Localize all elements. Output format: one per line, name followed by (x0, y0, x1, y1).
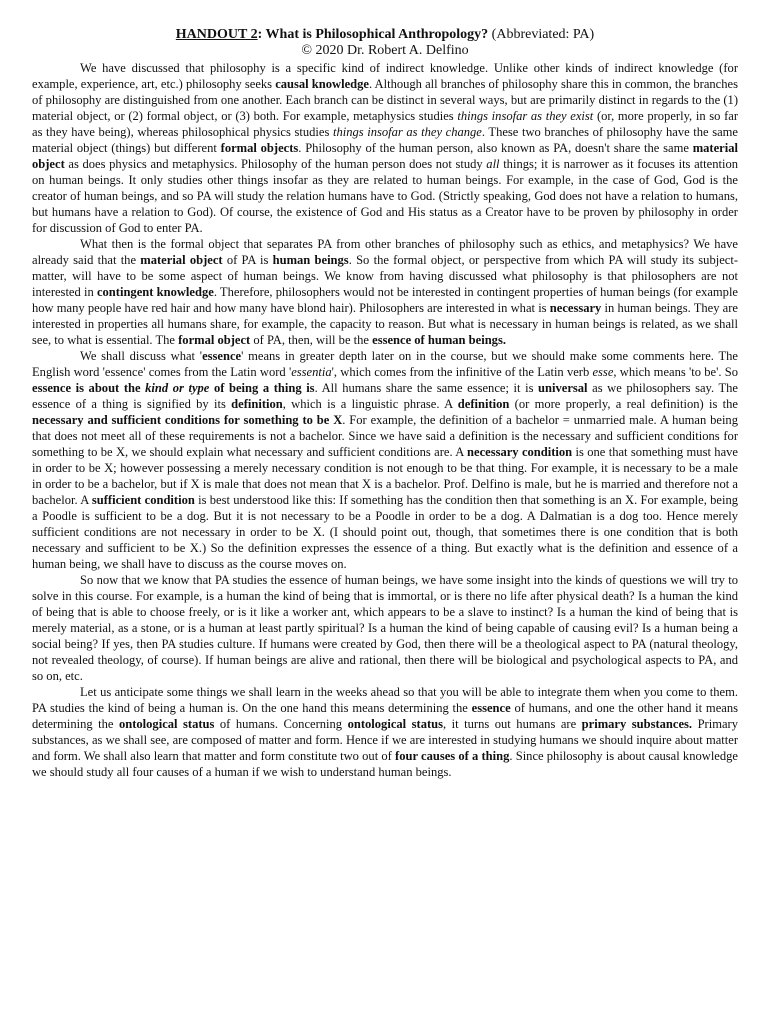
bold-term: ontological status (118, 717, 215, 731)
italic-term: things insofar as they exist (457, 109, 594, 123)
italic-term: essentia (291, 365, 332, 379)
bold-term: essence (471, 701, 511, 715)
text-run: We have discussed that philosophy is a specific kind of indirect knowledge. Unlike other kinds of indirect knowledge (for example, experience, art, etc.) philosophy seeks (32, 61, 738, 91)
text-run: We shall discuss what ' (80, 349, 203, 363)
italic-term: esse (592, 365, 614, 379)
text-run: Primary substances, as we shall see, are composed of matter and form. Hence if we are interested in studying humans we should inquire about matter and form. We shall also learn that matter and form constitute two out of (32, 717, 739, 763)
text-run: . For example, the definition of a bachelor = unmarried male. A human being that does not meet all of these requirements is not a bachelor. Since we have said a definition is the necessary and sufficient conditions for something to be X, we should explain what necessary and sufficient conditions are. A (32, 413, 738, 459)
text-run: . All humans share the same essence; it is (314, 381, 539, 395)
paragraph (32, 236, 738, 348)
text-run: is one that something must have in order to be X; however possessing a merely necessary condition is not enough to be that thing. For example, it is necessary to be a male in order to be a bachelor, but if X is male that does not mean that X is a bachelor. Prof. Delfino is male, but he is married and therefore not a bachelor. A (32, 445, 738, 507)
text-run: as we philosophers say. The essence of a thing is signified by its (32, 381, 738, 411)
handout-label-separator: : (257, 27, 266, 42)
bold-term: formal objects (220, 141, 299, 155)
bold-term: necessary (549, 301, 602, 315)
text-run: ' means in greater depth later on in the course, but we should make some comments here. The English word 'essence' comes from the Latin word ' (32, 349, 738, 379)
bold-term: material object (32, 141, 738, 171)
italic-term: things insofar as they change (332, 125, 482, 139)
handout-abbreviation: (Abbreviated: PA) (488, 27, 595, 42)
paragraph (32, 348, 738, 572)
bold-term: formal object (178, 333, 251, 347)
copyright-line: © 2020 Dr. Robert A. Delfino (301, 43, 469, 58)
bold-term: essence is about the (32, 381, 146, 395)
handout-label: HANDOUT 2 (175, 27, 258, 42)
text-run: , which means 'to be'. So (613, 365, 738, 379)
text-run: What then is the formal object that separates PA from other branches of philosophy such as ethics, and metaphysics? We have already said that the (32, 237, 738, 267)
bold-term: contingent knowledge (96, 285, 214, 299)
bold-term: sufficient condition (91, 493, 195, 507)
paragraph (32, 60, 738, 236)
bold-term: material object (140, 253, 223, 267)
italic-term: all (486, 157, 500, 171)
text-run: . So the formal object, or perspective from which PA will study its subject-matter, will have to be some aspect of human beings. We know from having discussed what philosophy is that philosophers are not interested in (32, 253, 739, 299)
handout-title: What is Philosophical Anthropology? (265, 27, 489, 42)
text-run: of humans. Concerning (214, 717, 348, 731)
bold-term: definition (457, 397, 510, 411)
bold-term: ontological status (347, 717, 444, 731)
handout-heading (32, 26, 738, 43)
text-run: as does physics and metaphysics. Philosophy of the human person does not study (64, 157, 487, 171)
bold-term: primary substances. (581, 717, 693, 731)
paragraph (32, 572, 738, 684)
body-text (32, 60, 738, 780)
bold-term: definition (231, 397, 283, 411)
text-run: So now that we know that PA studies the essence of human beings, we have some insight into the kinds of questions we will try to solve in this course. For example, is a human the kind of being that is immortal, or is there no life after physical death? Is a human the kind of being that is able to choose freely, or is it like a worker ant, which appears to be a slave to instinct? Is a human the kind of being that is merely material, as a stone, or is a human at least partly spiritual? Is a human the kind of being capable of causing evil? Is a human being a social being? If yes, then PA studies culture. If humans were created by God, then there will be a theological aspect to PA (natural theology, not revealed theology, of course). If human beings are alive and rational, then there will be biological and psychological aspects to PA, and so on, etc. (32, 573, 738, 683)
text-run: . Therefore, philosophers would not be interested in contingent properties of human beings (for example how many people have red hair and how many have blond hair). Philosophers are interested in what is (32, 285, 739, 315)
paragraph (32, 684, 738, 780)
text-run: , it turns out humans are (443, 717, 582, 731)
text-run: of humans, and one the other hand it means determining the (32, 701, 738, 731)
bold-italic-term: kind or type (145, 381, 210, 395)
bold-term: of being a thing is (209, 381, 315, 395)
text-run: is best understood like this: If something has the condition then that something is an X. For example, being a Poodle is sufficient to be a dog. But it is not necessary to be a Poodle in order to be a dog. A Dalmatian is a dog too. Hence merely sufficient conditions are not necessary in order to be X. (I should point out, though, that sometimes there is one condition that is both necessary and sufficient to be X.) So the definition expresses the essence of a thing. But exactly what is the definition and essence of a human being, we shall have to discuss as the course moves on. (32, 493, 738, 571)
text-run: Let us anticipate some things we shall learn in the weeks ahead so that you will be able to integrate them when you come to them. PA studies the kind of being a human is. On the one hand this means determining the (32, 685, 738, 715)
bold-term: essence (202, 349, 242, 363)
text-run: in human beings. They are interested in properties all humans share, for example, the capacity to reason. But what is necessary in human beings is related, as we shall see, to what is essential. The (32, 301, 738, 347)
text-run: (or, more properly, in so far as they have being), whereas philosophical physics studies (32, 109, 739, 139)
text-run: , which is a linguistic phrase. A (282, 397, 458, 411)
text-run: . Since philosophy is about causal knowledge we should study all four causes of a human if we wish to understand human beings. (32, 749, 738, 779)
text-run: things; it is narrower as it focuses its attention on human beings. It only studies other things insofar as they are related to human beings. For example, in the case of God, God is the creator of human beings, and so PA will study the relation humans have to God. (Strictly speaking, God does not have a relation to humans, but humans have a relation to God). Of course, the existence of God and His status as a Creator have to be proven by philosophy in order for discussion of God to enter PA. (32, 157, 738, 235)
text-run: ', which comes from the infinitive of the Latin verb (331, 365, 593, 379)
bold-term: universal (538, 381, 588, 395)
bold-term: necessary condition (467, 445, 573, 459)
bold-term: essence of human beings. (372, 333, 506, 347)
bold-term: necessary and sufficient conditions for something to be X (32, 413, 343, 427)
text-run: of PA is (222, 253, 273, 267)
text-run: . Although all branches of philosophy share this in common, the branches of philosophy are distinguished from one another. Each branch can be distinct in several ways, but are primarily distinct in regards to the (1) material object, or (2) formal object, or (3) both. For example, metaphysics studies (32, 77, 738, 123)
bold-term: human beings (272, 253, 349, 267)
bold-term: causal knowledge (275, 77, 369, 91)
text-run: . These two branches of philosophy have the same material object (things) but different (32, 125, 738, 155)
text-run: . Philosophy of the human person, also known as PA, doesn't share the same (298, 141, 693, 155)
text-run: (or more properly, a real definition) is the (509, 397, 738, 411)
bold-term: four causes of a thing (395, 749, 510, 763)
text-run: of PA, then, will be the (250, 333, 373, 347)
